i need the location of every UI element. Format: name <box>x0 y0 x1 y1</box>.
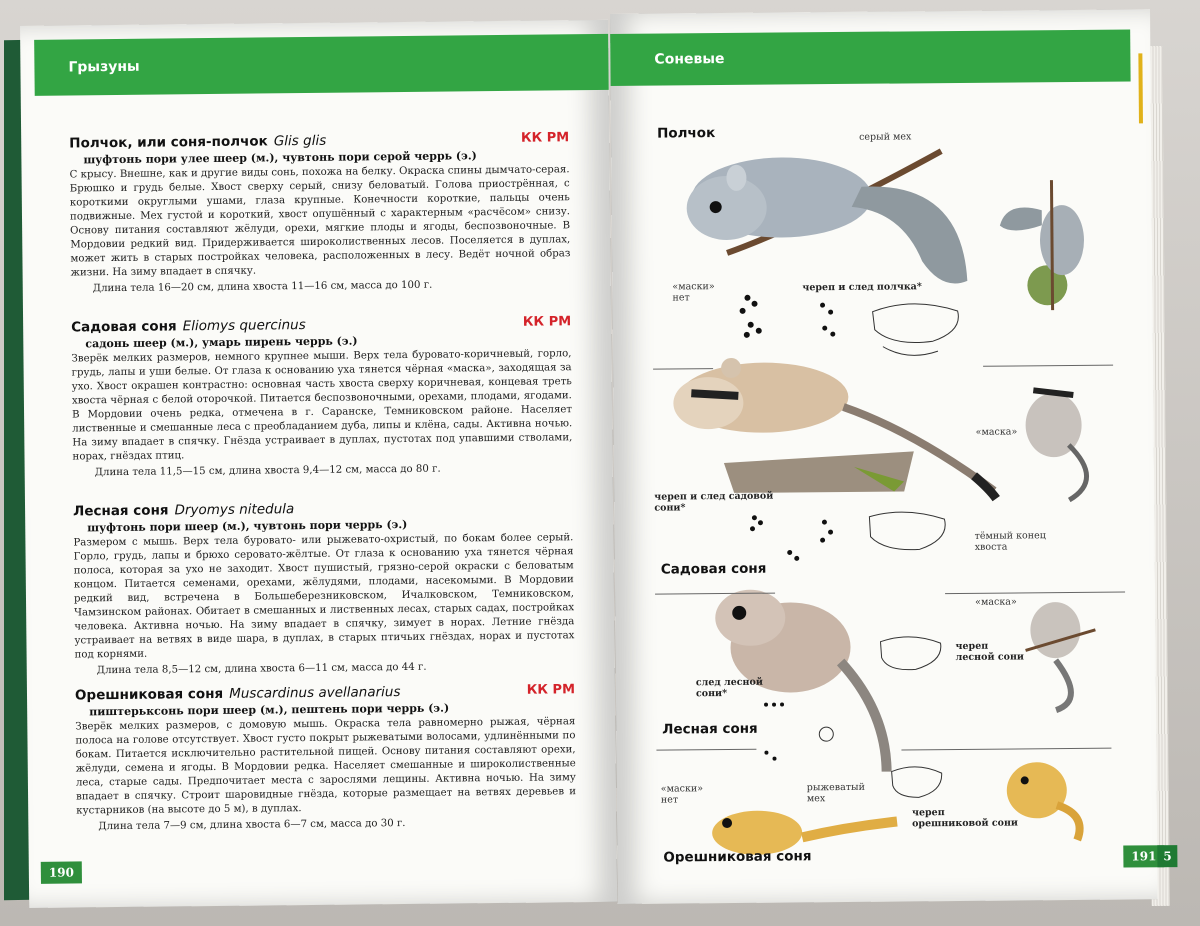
label-no-mask-1: «маски» нет <box>672 281 715 304</box>
section-title-polchok: Полчок <box>656 125 716 142</box>
species-description: Размером с мышь. Верх тела буровато- или рыжевато-охристый, по бокам более серый. Горло, грудь, лапы и брюхо серовато-жёлтые. От глаза к основанию уха тянется чёрная полоса, которая за ухо не заходит. Хвост пушистый, грязно-серой окраски с беловатым концом. Питается семенами, орехами, жёлудями, плодами, насекомыми. В Мордовии редкий вид, встречена в Большеберезниковском, Ичалковском, Темниковском, Чамзинском районах. Обитает в смешанных и лиственных лесах, старых садах, постройках человека. Активна ночью. На зиму впадает в спячку, зимует в норах. Летние гнёзда устраивает на ветвях в виде шара, в дуплах, в старых птичьих гнёздах, норах и пустотах под корнями. <box>73 532 575 661</box>
right-page-number: 191 <box>1123 845 1164 867</box>
garden-dormouse-illustration <box>673 356 996 502</box>
section-title-garden: Садовая соня <box>660 560 767 578</box>
species-polchok <box>69 130 571 296</box>
garden-skull <box>869 512 945 550</box>
hazel-skull <box>892 767 942 798</box>
hazel-dormouse-small-illustration <box>1007 762 1080 841</box>
section-title-forest: Лесная соня <box>662 720 758 738</box>
species-description: С крысу. Внешне, как и другие виды сонь, похожа на белку. Окраска спины дымчато-серая. Брюшко и грудь белые. Хвост сверху серый, снизу беловатый. Голова приострённая, с короткими округлыми ушами, глаза крупные. Конечности короткие, пальцы очень подвижные. Мех густой и короткий, хвост опушённый с характерным «расчёсом» снизу. Основу питания составляют жёлуди, орехи, мягкие плоды и ягоды, беспозвоночные. В Мордовии редкий вид. Придерживается широколиственных лесов. Поселяется в дуплах, может жить в старых постройках человека, расположенных в лесу. Ведёт ночной образ жизни. На зиму впадает в спячку. <box>69 164 571 279</box>
label-skull-track-garden: череп и след садовой сони* <box>654 490 774 514</box>
left-page <box>20 20 617 908</box>
local-names: пиштерьксонь пори шеер (м.), пештень пори черрь (э.) <box>89 701 450 719</box>
species-stats: Длина тела 8,5—12 см, длина хвоста 6—11 см, масса до 44 г. <box>96 661 427 677</box>
right-page <box>610 9 1172 904</box>
label-track-forest: след лесной сони* <box>695 676 763 700</box>
polchok-illustration <box>686 156 967 286</box>
label-mask-2: «маска» <box>975 596 1017 608</box>
species-stats: Длина тела 7—9 см, длина хвоста 6—7 см, масса до 30 г. <box>98 818 406 833</box>
left-page-number: 190 <box>41 861 82 883</box>
species-stats: Длина тела 11,5—15 см, длина хвоста 9,4—12 см, масса до 80 г. <box>94 463 441 479</box>
local-names: садонь шеер (м.), умарь пирень черрь (э.) <box>85 334 358 351</box>
local-names: шуфтонь пори улеe шеер (м.), чувтонь пори серой черрь (э.) <box>83 149 477 167</box>
species-title: Лесная соня Dryomys nitedula <box>73 501 295 520</box>
status-badge: КК РМ <box>522 314 572 330</box>
left-header-title: Грызуны <box>68 58 140 76</box>
status-badge: КК РМ <box>520 130 570 146</box>
garden-tracks <box>750 515 833 562</box>
polchok-skull <box>873 303 959 355</box>
species-garden-dormouse <box>71 314 573 480</box>
species-description: Зверёк мелких размеров, с домовую мышь. Окраска тела равномерно рыжая, чёрная полоса на голове отсутствует. Хвост густо покрыт рыжеватыми волосами, удлинёнными по бокам. Питается исключительно растительной пищей. Основу питания составляют орехи, жёлуди, семена и ягоды. В Мордовии редка. Населяет смешанные и широколиственные леса, старые сады. Предпочитает места с зарослями лещины. Активна ночью. На зиму впадает в спячку. Строит шаровидные гнёзда, которые размещает на ветвях деревьев и кустарников (на высоте до 5 м), в дуплах. <box>75 716 577 817</box>
illustrations <box>610 9 1158 904</box>
forest-skull <box>880 637 941 670</box>
right-header-title: Соневые <box>654 51 725 68</box>
label-skull-forest: череп лесной сони <box>955 640 1024 664</box>
species-description: Зверёк мелких размеров, немного крупнее мыши. Верх тела буровато-коричневый, горло, грудь, лапы и уши белые. От глаза к основанию уха тянется чёрная «маска», заходящая за ухо. Хвост окрашен контрастно: основная часть хвоста сверху коричневая, концевая треть хвоста чёрная с белой оторочкой. Питается беспозвоночными, орехами, плодами, ягодами. В Мордовии очень редка, отмечена в г. Саранске, Темниковском районе. Населяет лиственные и смешанные леса с преобладанием дуба, липы и клёна, сады. Активна ночью. На зиму впадает в спячку. Гнёзда устраивает в дуплах, пустотах под упавшими стволами, норах, гнёздах птиц. <box>71 348 573 463</box>
species-title: Орешниковая соня Muscardinus avellanarius <box>74 684 401 704</box>
label-skull-track-polchok: череп и след полчка* <box>802 281 922 294</box>
section-title-hazel: Орешниковая соня <box>663 848 812 866</box>
species-title: Садовая соня Eliomys quercinus <box>71 317 306 336</box>
label-skull-hazel: череп орешниковой сони <box>911 807 1018 830</box>
label-dark-tail-end: тёмный конец хвоста <box>974 530 1046 553</box>
species-stats: Длина тела 16—20 см, длина хвоста 11—16 см, масса до 100 г. <box>92 279 433 295</box>
polchok-tracks <box>739 294 835 338</box>
label-mask-1: «маска» <box>975 426 1018 438</box>
status-badge: КК РМ <box>526 682 576 698</box>
species-title: Полчок, или соня-полчок Glis glis <box>69 132 327 152</box>
species-hazel-dormouse <box>75 682 577 834</box>
species-forest-dormouse <box>73 498 575 678</box>
forest-tracks <box>764 702 834 761</box>
chapter-number: 5 <box>1157 845 1178 867</box>
forest-dormouse-small-illustration <box>1025 602 1096 711</box>
label-no-mask-2: «маски» нет <box>660 783 704 806</box>
polchok-small-illustration <box>999 180 1084 311</box>
label-grey-fur: серый мех <box>859 131 912 143</box>
local-names: шуфтонь пори шеер (м.), чувтонь пори черрь (э.) <box>87 517 408 535</box>
label-reddish-fur: рыжеватый мех <box>806 781 865 805</box>
garden-dormouse-small-illustration <box>1025 390 1086 501</box>
left-page-header <box>34 34 609 96</box>
